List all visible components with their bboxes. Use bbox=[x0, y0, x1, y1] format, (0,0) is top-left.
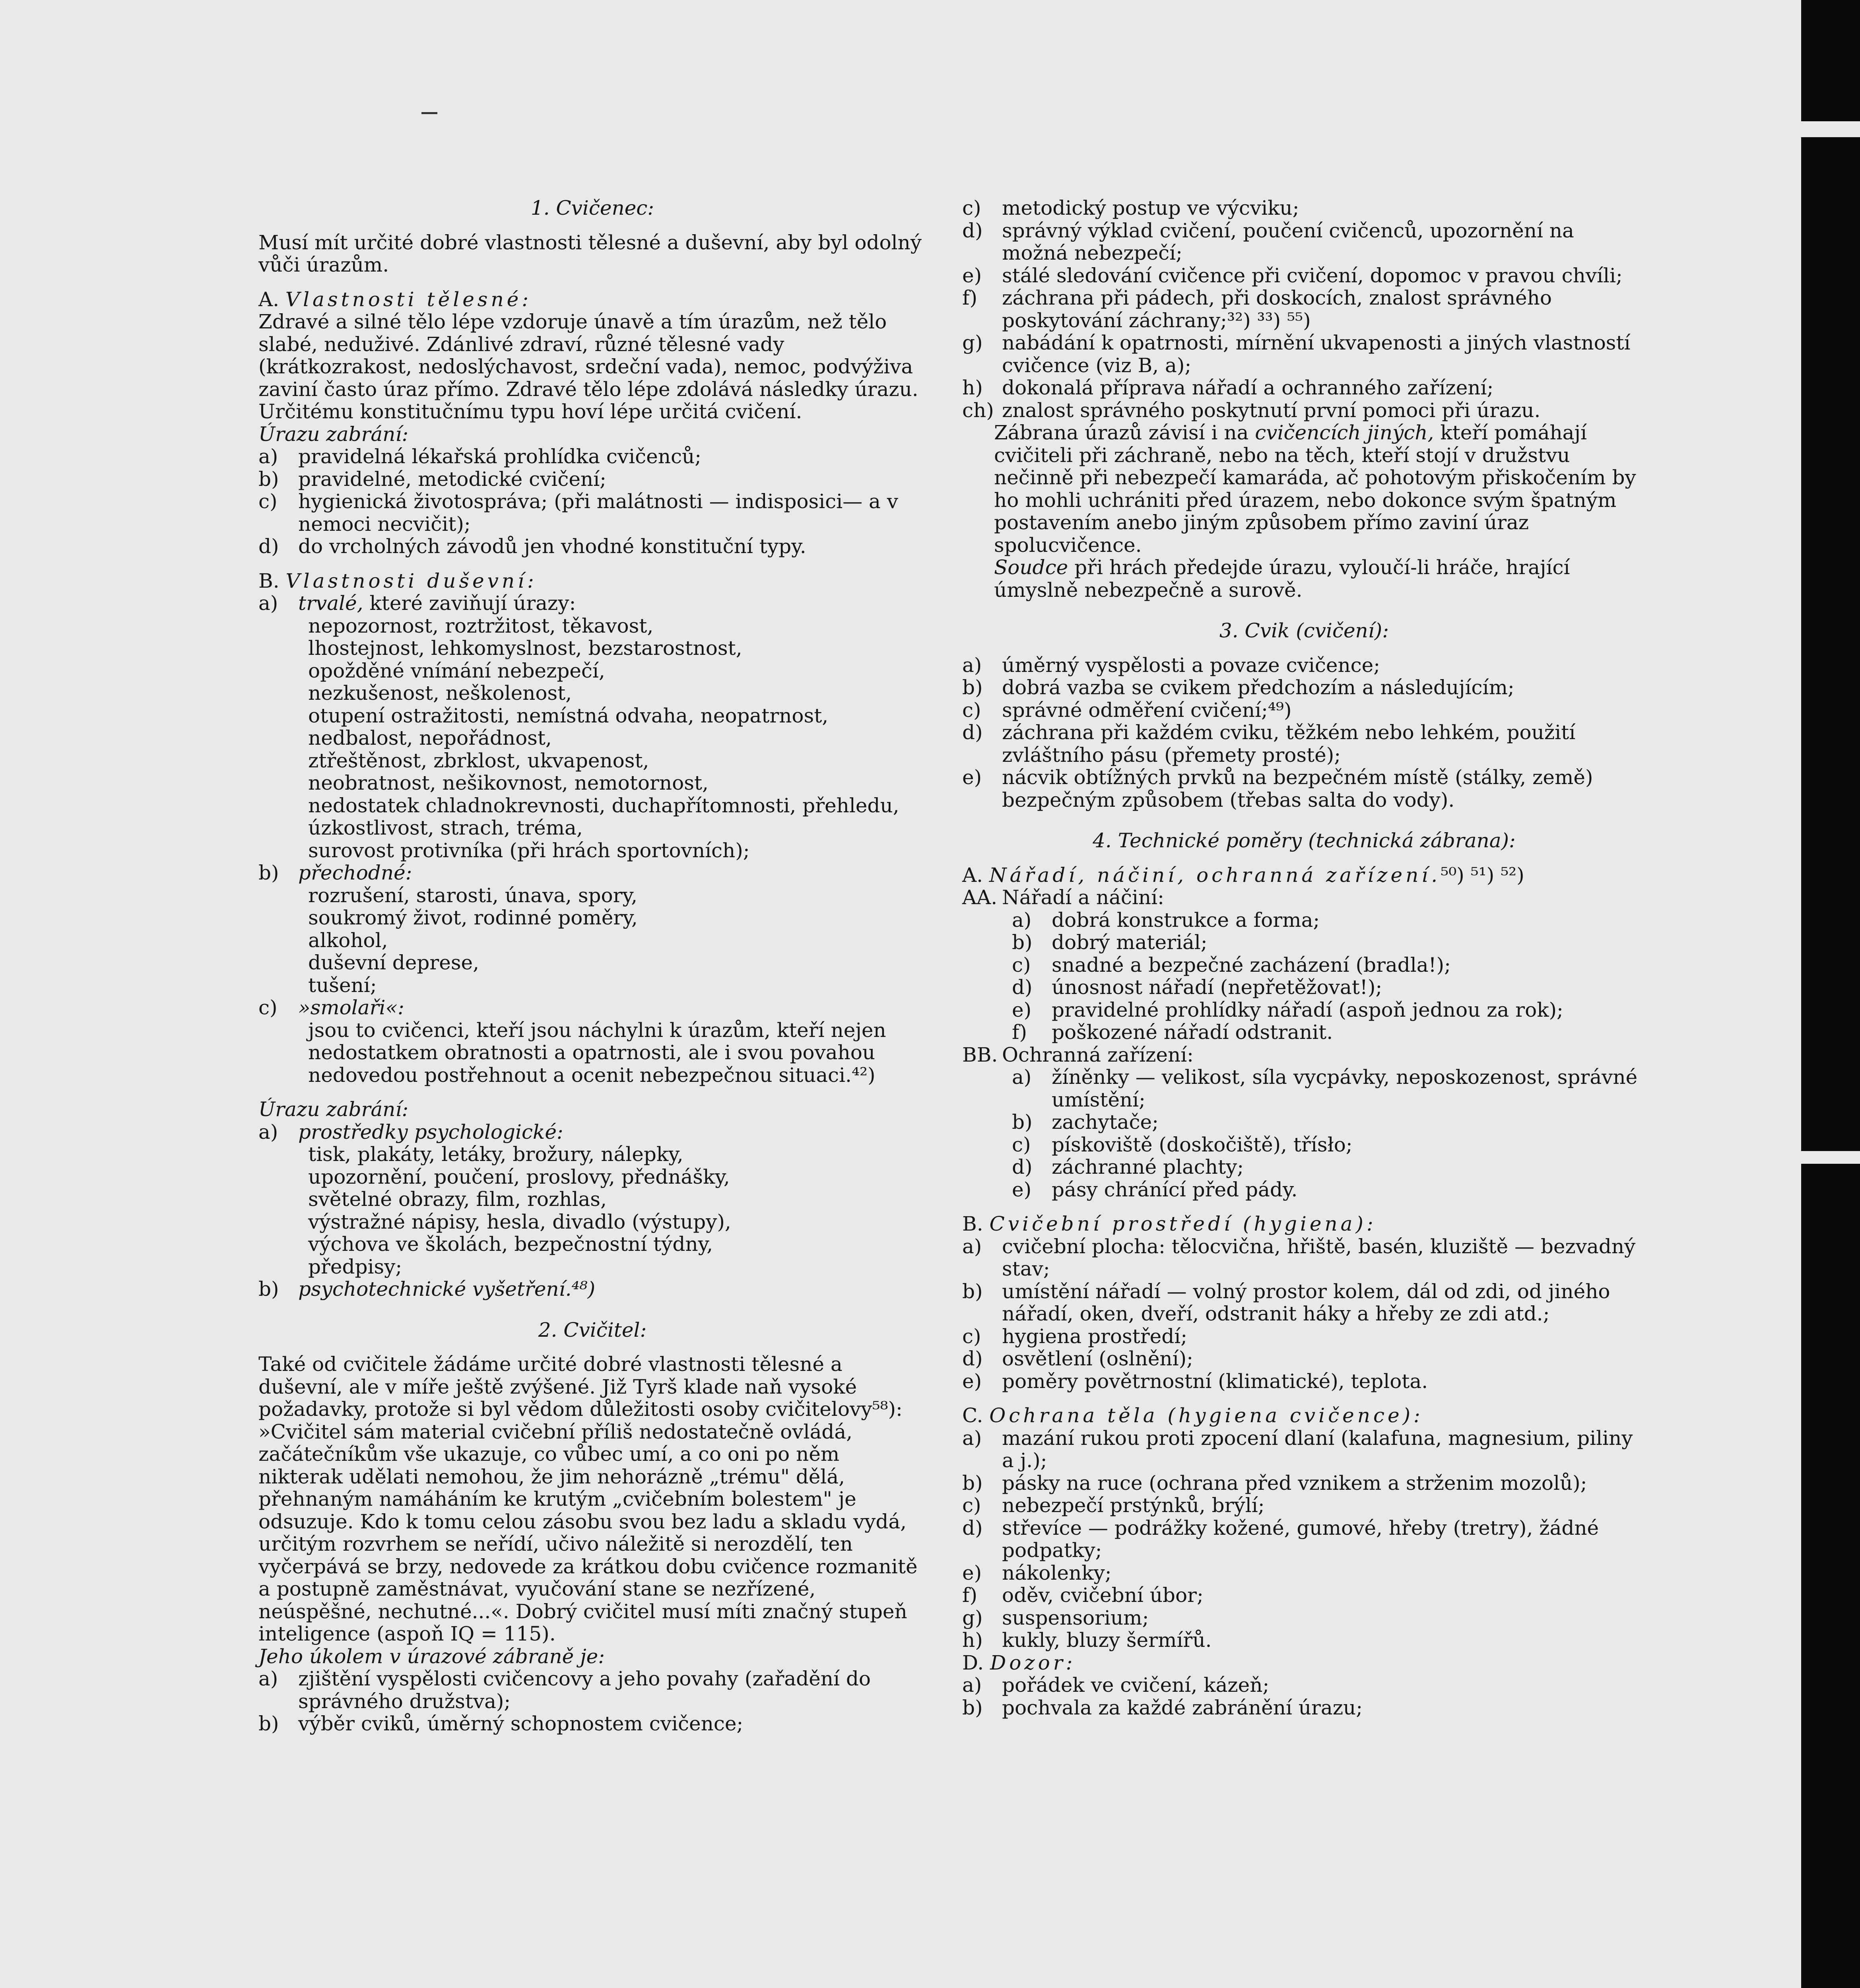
list-item: e) poměry povětrnostní (klimatické), teplota. bbox=[962, 1369, 1428, 1393]
list-item: f) poškozené nářadí odstranit. bbox=[1012, 1021, 1333, 1044]
section-4c-list bbox=[962, 1427, 1646, 1652]
list-item: c) hygiena prostředí; bbox=[962, 1324, 1188, 1348]
list-item: a) dobrá konstrukce a forma; bbox=[1012, 908, 1320, 932]
line: nedbalost, nepořádnost, bbox=[308, 726, 552, 749]
list-item: c) správné odměření cvičení;⁴⁹) bbox=[962, 698, 1292, 722]
list-item-bb: b) přechodné: bbox=[258, 862, 926, 884]
list-item: e) nácvik obtížných prvků na bezpečném místě (stálky, země) bezpečným způsobem (třebas salta do vody). bbox=[962, 766, 1593, 812]
line: výstražné nápisy, hesla, divadlo (výstupy), bbox=[308, 1210, 731, 1233]
subsection-a-title: Vlastnosti tělesné: bbox=[285, 287, 532, 311]
other-gymnasts-paragraph: Zábrana úrazů závisí i na cvičencích jiných, kteří pomáhají cvičiteli při záchraně, nebo na těch, kteří stojí v družstvu nečinně při nebezpečí kamaráda, ač pohotovým přiskočením by ho mohli uchrániti před úrazem, nebo dokonce svým špatným postavením anebo jiným způsobem přímo zaviní úraz spolucvičence. bbox=[994, 421, 1636, 557]
subsection-b-title: Vlastnosti duševní: bbox=[285, 569, 537, 592]
list-item: b) pravidelné, metodické cvičení; bbox=[258, 467, 606, 491]
section-1-intro: Musí mít určité dobré vlastnosti tělesné a duševní, aby byl odolný vůči úrazům. bbox=[258, 231, 922, 276]
subsection-a-text: Zdravé a silné tělo lépe vzdoruje únavě a tím úrazům, než tělo slabé, neduživé. Zdánlivé zdraví, různé tělesné vady (krátkozrakost, nedoslýchavost, srdeční vada), nemoc, podvýživa zaviní často úraz přímo. Zdravé tělo lépe zdolává následky úrazu. Určitému konstitučnímu typu hoví lépe určitá cvičení. bbox=[258, 310, 918, 423]
bb-lines bbox=[258, 884, 926, 997]
section-3-heading: 3. Cvik (cvičení): bbox=[1219, 619, 1389, 642]
left-column bbox=[258, 197, 926, 1735]
list-item-p2b: b) psychotechnické vyšetření.⁴⁸) bbox=[258, 1278, 926, 1301]
list-item: b) pásky na ruce (ochrana před vznikem a strženim mozolů); bbox=[962, 1471, 1587, 1495]
list-item: a) zjištění vyspělosti cvičencovy a jeho povahy (zařadění do správného družstva); bbox=[258, 1667, 871, 1713]
ba-lines bbox=[258, 615, 926, 862]
prevention-2-heading: Úrazu zabrání: bbox=[258, 1098, 409, 1121]
list-item: e) pásy chránící před pády. bbox=[1012, 1178, 1298, 1201]
aa-heading: AA. Nářadí a náčiní: bbox=[962, 886, 1164, 909]
bb-list bbox=[962, 1066, 1646, 1201]
list-item: e) pravidelné prohlídky nářadí (aspoň jednou za rok); bbox=[1012, 998, 1563, 1021]
scanner-edge bbox=[1801, 0, 1860, 1988]
list-item: d) do vrcholných závodů jen vhodné konstituční typy. bbox=[258, 535, 806, 558]
line: alkohol, bbox=[308, 928, 388, 952]
list-item: b) zachytače; bbox=[1012, 1110, 1159, 1134]
list-item-p2a: a) prostředky psychologické: bbox=[258, 1121, 926, 1143]
header-dash bbox=[421, 112, 437, 114]
list-item-bc: c) »smolaři«: bbox=[258, 996, 926, 1019]
section-2-tasks-heading: Jeho úkolem v úrazové zábraně je: bbox=[258, 1644, 605, 1668]
bc-term: »smolaři«: bbox=[298, 996, 404, 1019]
line: předpisy; bbox=[308, 1255, 402, 1278]
list-item: a) mazání rukou proti zpocení dlaní (kalafuna, magnesium, piliny a j.); bbox=[962, 1426, 1633, 1472]
section-2-text: Také od cvičitele žádáme určité dobré vlastnosti tělesné a duševní, ale v míře ještě zvýšené. Již Tyrš klade naň vysoké požadavky, protože si byl vědom důležitosti osoby cvičitelovy⁵⁸): »Cvičitel sám material cvičební příliš nedostatečně ovládá, začátečníkům vše ukazuje, co vůbec umí, a co oni po něm nikterak udělati nemohou, že jim nehorázně „trému" dělá, přehnaným namáháním ke krutým „cvičebním bolestem" je odsuzuje. Kdo k tomu celou zásobu svou bez ladu a skladu vydá, určitým rozvrhem se neřídí, učivo náležitě si nerozdělí, ten vyčerpává se brzy, nedovede za krátkou dobu cvičence rozmanitě a postupně zaměstnávat, vyučování stane se nezřízené, neúspěšné, nechutné...«. Dobrý cvičitel musí míti značný stupeň inteligence (aspoň IQ = 115). bbox=[258, 1353, 918, 1645]
line: světelné obrazy, film, rozhlas, bbox=[308, 1188, 607, 1211]
list-item: g) suspensorium; bbox=[962, 1606, 1149, 1629]
list-item: b) výběr cviků, úměrný schopnostem cvičence; bbox=[258, 1712, 744, 1735]
subsection-b-heading bbox=[258, 570, 926, 592]
list-item: d) správný výklad cvičení, poučení cvičenců, upozornění na možná nebezpečí; bbox=[962, 219, 1574, 264]
section-2-tasks-continued bbox=[962, 197, 1646, 421]
list-item: b) umístění nářadí — volný prostor kolem, dál od zdi, od jiného nářadí, oken, dveří, odstranit háky a hřeby ze zdi atd.; bbox=[962, 1279, 1610, 1325]
line: lhostejnost, lehkomyslnost, bezstarostnost, bbox=[308, 637, 742, 660]
list-item: f) oděv, cvičební úbor; bbox=[962, 1584, 1204, 1607]
list-item: b) dobrý materiál; bbox=[1012, 931, 1208, 954]
list-item: b) pochvala za každé zabránění úrazu; bbox=[962, 1696, 1363, 1719]
list-item: a) pravidelná lékařská prohlídka cvičenců; bbox=[258, 445, 701, 468]
line: úzkostlivost, strach, tréma, bbox=[308, 816, 583, 839]
list-item: c) metodický postup ve výcviku; bbox=[962, 196, 1299, 219]
line: soukromý život, rodinné poměry, bbox=[308, 906, 638, 929]
line: otupení ostražitosti, nemístná odvaha, neopatrnost, bbox=[308, 704, 829, 727]
list-item: e) nákolenky; bbox=[962, 1561, 1112, 1584]
p2a-lines bbox=[258, 1143, 926, 1278]
list-item: g) nabádání k opatrnosti, mírnění ukvapenosti a jiných vlastností cvičence (viz B, a); bbox=[962, 331, 1631, 377]
line: tisk, plakáty, letáky, brožury, nálepky, bbox=[308, 1143, 683, 1166]
ba-term: trvalé, bbox=[298, 592, 363, 615]
list-item: ch) znalost správného poskytnutí první pomoci při úrazu. bbox=[962, 398, 1541, 422]
line: rozrušení, starosti, únava, spory, bbox=[308, 883, 638, 907]
list-item: c) nebezpečí prstýnků, brýlí; bbox=[962, 1494, 1265, 1517]
list-item: b) dobrá vazba se cvikem předchozím a následujícím; bbox=[962, 676, 1514, 699]
edge-notch bbox=[1801, 121, 1860, 137]
list-item: e) stálé sledování cvičence při cvičení, dopomoc v pravou chvíli; bbox=[962, 264, 1623, 287]
section-2-heading: 2. Cvičitel: bbox=[538, 1318, 647, 1342]
prevention-1-heading: Úrazu zabrání: bbox=[258, 422, 409, 446]
bb-term: přechodné: bbox=[298, 861, 412, 884]
bb-heading: BB. Ochranná zařízení: bbox=[962, 1043, 1194, 1066]
list-item: a) žíněnky — velikost, síla vycpávky, neposkozenost, správné umístění; bbox=[1012, 1066, 1638, 1111]
line: nedostatek chladnokrevnosti, duchapřítomnosti, přehledu, bbox=[308, 794, 899, 817]
ba-rest: které zaviňují úrazy: bbox=[369, 592, 576, 615]
list-item: h) kukly, bluzy šermířů. bbox=[962, 1629, 1212, 1652]
section-4a-heading: A. Nářadí, náčiní, ochranná zařízení.⁵⁰) ⁵¹) ⁵²) bbox=[962, 863, 1524, 887]
list-item: d) únosnost nářadí (nepřetěžovat!); bbox=[1012, 976, 1382, 999]
line: výchova ve školách, bezpečnostní týdny, bbox=[308, 1233, 713, 1256]
prevention-1-list bbox=[258, 445, 926, 558]
line: nepozornost, roztržitost, těkavost, bbox=[308, 614, 654, 637]
section-4-heading: 4. Technické poměry (technická zábrana): bbox=[1093, 829, 1516, 852]
section-1-heading: 1. Cvičenec: bbox=[530, 196, 654, 219]
line: surovost protivníka (při hrách sportovních); bbox=[308, 839, 750, 862]
line: opožděné vnímání nebezpečí, bbox=[308, 659, 605, 682]
referee-paragraph: Soudce při hrách předejde úrazu, vyloučí-li hráče, hrající úmyslně nebezpečně a surově. bbox=[994, 556, 1570, 602]
section-4b-list bbox=[962, 1235, 1646, 1393]
section-3-list bbox=[962, 654, 1646, 812]
list-item: h) dokonalá příprava nářadí a ochranného zařízení; bbox=[962, 376, 1494, 399]
line: duševní deprese, bbox=[308, 951, 480, 974]
section-4d-list bbox=[962, 1674, 1646, 1719]
list-item: d) záchranné plachty; bbox=[1012, 1155, 1244, 1178]
subsection-b-prefix: B. bbox=[258, 569, 280, 592]
aa-list bbox=[962, 909, 1646, 1044]
list-item: a) pořádek ve cvičení, kázeň; bbox=[962, 1673, 1270, 1697]
edge-notch bbox=[1801, 1151, 1860, 1164]
list-item: c) pískoviště (doskočiště), třísło; bbox=[1012, 1133, 1353, 1156]
line: ztřeštěnost, zbrklost, ukvapenost, bbox=[308, 749, 649, 772]
section-4d-heading: D. Dozor: bbox=[962, 1651, 1076, 1674]
list-item: a) úměrný vyspělosti a povaze cvičence; bbox=[962, 653, 1380, 677]
list-item: c) snadné a bezpečné zacházení (bradla!); bbox=[1012, 953, 1451, 977]
section-4b-heading: B. Cvičební prostředí (hygiena): bbox=[962, 1212, 1377, 1235]
right-column bbox=[962, 197, 1646, 1719]
p2a-term: prostředky psychologické: bbox=[298, 1120, 563, 1143]
section-4c-heading: C. Ochrana těla (hygiena cvičence): bbox=[962, 1404, 1423, 1427]
list-item: f) záchrana při pádech, při doskocích, znalost správného poskytování záchrany;³²) ³³) ⁵⁵) bbox=[962, 286, 1552, 332]
list-item: c) hygienická životospráva; (při malátnosti — indisposici— a v nemoci necvičit); bbox=[258, 490, 898, 536]
subsection-a-prefix: A. bbox=[258, 287, 280, 311]
line: tušení; bbox=[308, 973, 377, 997]
list-item: d) záchrana při každém cviku, těžkém nebo lehkém, použití zvláštního pásu (přemety prosté); bbox=[962, 721, 1576, 767]
list-item: d) střevíce — podrážky kožené, gumové, hřeby (tretry), žádné podpatky; bbox=[962, 1516, 1599, 1562]
line: neobratnost, nešikovnost, nemotornost, bbox=[308, 771, 709, 794]
p2b-term: psychotechnické vyšetření.⁴⁸) bbox=[298, 1277, 596, 1301]
subsection-a-heading bbox=[258, 288, 926, 311]
list-item-ba: a) trvalé, které zaviňují úrazy: bbox=[258, 592, 576, 615]
list-item: d) osvětlení (oslnění); bbox=[962, 1347, 1193, 1370]
list-item: a) cvičební plocha: tělocvična, hřiště, basén, kluziště — bezvadný stav; bbox=[962, 1235, 1636, 1280]
bc-text: jsou to cvičenci, kteří jsou náchylni k úrazům, kteří nejen nedostatkem obratnosti a opatrnosti, ale i svou povahou nedovedou postřehnout a ocenit nebezpečnou situaci.⁴²) bbox=[308, 1018, 886, 1087]
line: nezkušenost, neškolenost, bbox=[308, 681, 572, 705]
line: upozornění, poučení, proslovy, přednášky, bbox=[308, 1165, 730, 1188]
